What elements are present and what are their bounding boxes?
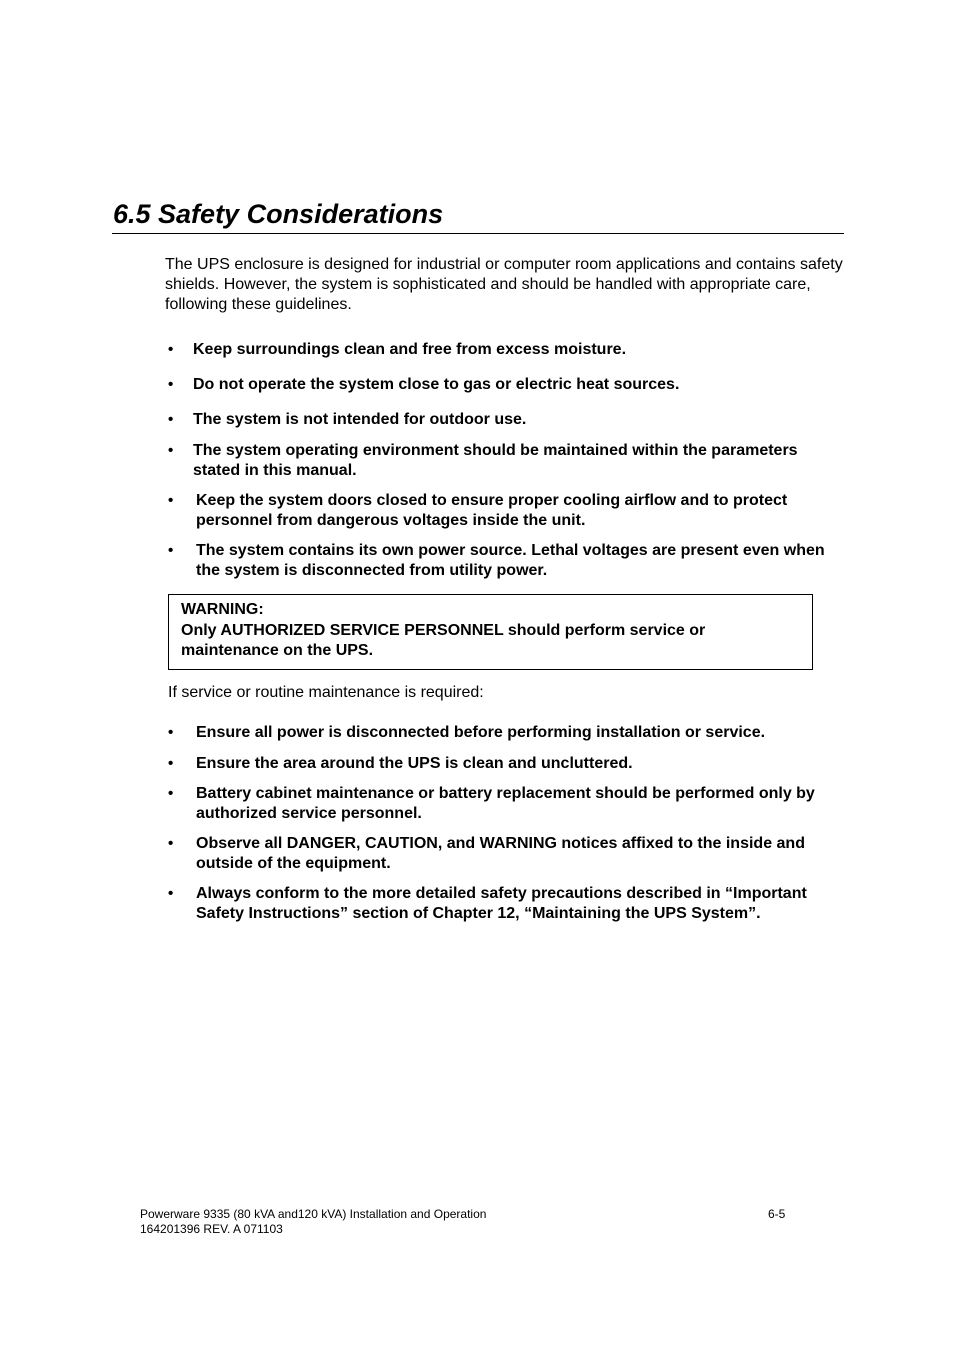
intro-paragraph: The UPS enclosure is designed for industrial or computer room applications and contains safety shields. However, the system is sophisticated and should be handled with appropriate care, following these guidelines. [165, 256, 843, 313]
bullet-icon: • [168, 724, 174, 741]
bullet-icon: • [168, 835, 174, 852]
bullet-icon: • [168, 755, 174, 772]
bullet-icon: • [168, 411, 174, 428]
guideline-item: The system is not intended for outdoor use. [193, 411, 527, 428]
service-item: Observe all DANGER, CAUTION, and WARNING notices affixed to the inside and outside of the equipment. [196, 835, 805, 872]
bullet-icon: • [168, 542, 174, 559]
section-heading [112, 196, 844, 234]
service-item: Battery cabinet maintenance or battery replacement should be performed only by authorized service personnel. [196, 785, 815, 822]
service-item: Always conform to the more detailed safety precautions described in “Important Safety Instructions” section of Chapter 12, “Maintaining the UPS System”. [196, 885, 807, 922]
bullet-icon: • [168, 442, 174, 459]
service-intro: If service or routine maintenance is required: [168, 684, 484, 701]
guideline-item: Keep the system doors closed to ensure proper cooling airflow and to protect personnel from dangerous voltages inside the unit. [196, 492, 788, 529]
service-item: Ensure all power is disconnected before performing installation or service. [196, 724, 766, 741]
bullet-icon: • [168, 341, 174, 358]
guideline-item: Do not operate the system close to gas or electric heat sources. [193, 376, 680, 393]
warning-title: WARNING: [181, 601, 264, 618]
page-number: 6-5 [768, 1207, 786, 1221]
bullet-icon: • [168, 885, 174, 902]
bullet-icon: • [168, 376, 174, 393]
bullet-icon: • [168, 492, 174, 509]
guideline-item: The system operating environment should be maintained within the parameters stated in this manual. [193, 442, 798, 479]
warning-text: Only AUTHORIZED SERVICE PERSONNEL should perform service or maintenance on the UPS. [181, 622, 706, 659]
footer-title: Powerware 9335 (80 kVA and120 kVA) Installation and Operation [140, 1207, 487, 1221]
warning-box [168, 594, 813, 670]
section-title: 6.5 Safety Considerations [113, 199, 444, 229]
guideline-item: Keep surroundings clean and free from excess moisture. [193, 341, 627, 358]
bullet-icon: • [168, 785, 174, 802]
page-footer [140, 1207, 486, 1237]
guideline-item: The system contains its own power source. Lethal voltages are present even when the system is disconnected from utility power. [196, 542, 825, 579]
footer-doc-number: 164201396 REV. A 071103 [140, 1222, 283, 1236]
service-item: Ensure the area around the UPS is clean and uncluttered. [196, 755, 633, 772]
